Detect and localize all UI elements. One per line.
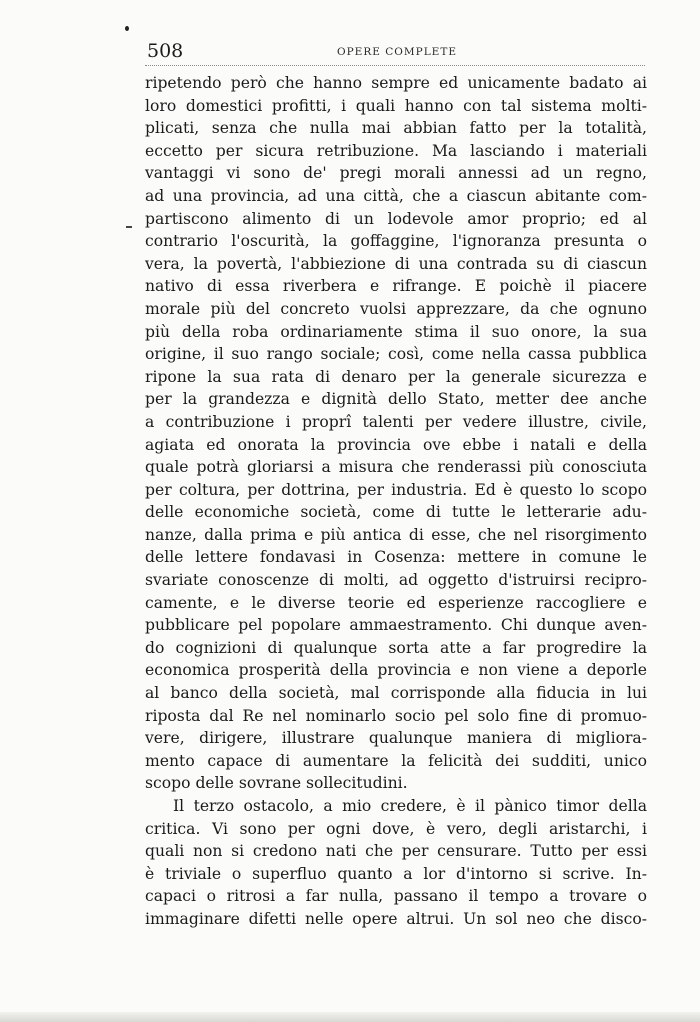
text-line: loro domestici profitti, i quali hanno con tal sistema molti- bbox=[145, 96, 647, 115]
running-head: OPERE COMPLETE bbox=[337, 46, 458, 58]
text-line: delle lettere fondavasi in Cosenza: mettere in comune le bbox=[145, 548, 647, 567]
text-line: quale potrà gloriarsi a misura che renderassi più conosciuta bbox=[145, 458, 647, 477]
text-line: partiscono alimento di un lodevole amor proprio; ed al bbox=[145, 209, 647, 228]
page-bottom-edge bbox=[0, 1012, 700, 1022]
text-line: morale più del concreto vuolsi apprezzare, da che ognuno bbox=[145, 299, 647, 318]
text-line: nanze, dalla prima e più antica di esse, che nel risorgimento bbox=[145, 525, 647, 544]
text-line: pubblicare pel popolare ammaestramento. Chi dunque aven- bbox=[145, 616, 647, 635]
text-line: ad una provincia, ad una città, che a ciascun abitante com- bbox=[145, 186, 647, 205]
text-line: nativo di essa riverbera e rifrange. E poichè il piacere bbox=[145, 277, 647, 296]
text-line: capaci o ritrosi a far nulla, passano il tempo a trovare o bbox=[145, 887, 647, 906]
page-header bbox=[145, 38, 645, 68]
text-line: quali non si credono nati che per censurare. Tutto per essi bbox=[145, 842, 647, 861]
text-line: critica. Vi sono per ogni dove, è vero, degli aristarchi, i bbox=[145, 819, 647, 838]
body-text bbox=[145, 72, 647, 931]
paragraph-end-line: scopo delle sovrane sollecitudini. bbox=[145, 774, 408, 793]
text-line: vere, dirigere, illustrare qualunque maniera di migliora- bbox=[145, 729, 647, 748]
text-line: vera, la povertà, l'abbiezione di una contrada su di ciascun bbox=[145, 254, 647, 273]
text-line: economica prosperità della provincia e non viene a deporle bbox=[145, 661, 647, 680]
text-line: immaginare difetti nelle opere altrui. Un sol neo che disco- bbox=[145, 909, 647, 928]
text-line: è triviale o superfluo quanto a lor d'intorno si scrive. In- bbox=[145, 864, 647, 883]
text-line: vantaggi vi sono de' pregi morali annessi ad un regno, bbox=[145, 164, 647, 183]
header-rule bbox=[145, 65, 645, 66]
text-line: plicati, senza che nulla mai abbian fatto per la totalità, bbox=[145, 119, 647, 138]
margin-mark bbox=[126, 226, 132, 228]
text-line: agiata ed onorata la provincia ove ebbe i natali e della bbox=[145, 435, 647, 454]
ink-dot bbox=[125, 26, 129, 31]
text-line: camente, e le diverse teorie ed esperienze raccogliere e bbox=[145, 593, 647, 612]
text-line: ripetendo però che hanno sempre ed unicamente badato ai bbox=[145, 74, 647, 92]
text-line: riposta dal Re nel nominarlo socio pel solo fine di promuo- bbox=[145, 706, 647, 725]
text-line: al banco della società, mal corrisponde alla fiducia in lui bbox=[145, 684, 647, 703]
text-line: più della roba ordinariamente stima il suo onore, la sua bbox=[145, 322, 647, 341]
text-line: a contribuzione i proprî talenti per vedere illustre, civile, bbox=[145, 412, 647, 431]
page-number: 508 bbox=[147, 40, 184, 62]
text-line: ripone la sua rata di denaro per la generale sicurezza e bbox=[145, 367, 647, 386]
text-line: svariate conoscenze di molti, ad oggetto d'istruirsi recipro- bbox=[145, 571, 647, 590]
text-line: delle economiche società, come di tutte le letterarie adu- bbox=[145, 503, 647, 522]
text-line: eccetto per sicura retribuzione. Ma lasciando i materiali bbox=[145, 141, 647, 160]
text-line: per la grandezza e dignità dello Stato, metter dee anche bbox=[145, 390, 647, 409]
text-line: do cognizioni di qualunque sorta atte a far progredire la bbox=[145, 638, 647, 657]
text-line: mento capace di aumentare la felicità dei sudditi, unico bbox=[145, 751, 647, 770]
paragraph-start-line: Il terzo ostacolo, a mio credere, è il pànico timor della bbox=[173, 797, 647, 815]
text-line: origine, il suo rango sociale; così, come nella cassa pubblica bbox=[145, 345, 647, 364]
text-line: per coltura, per dottrina, per industria. Ed è questo lo scopo bbox=[145, 480, 647, 499]
text-line: contrario l'oscurità, la goffaggine, l'ignoranza presunta o bbox=[145, 232, 647, 251]
